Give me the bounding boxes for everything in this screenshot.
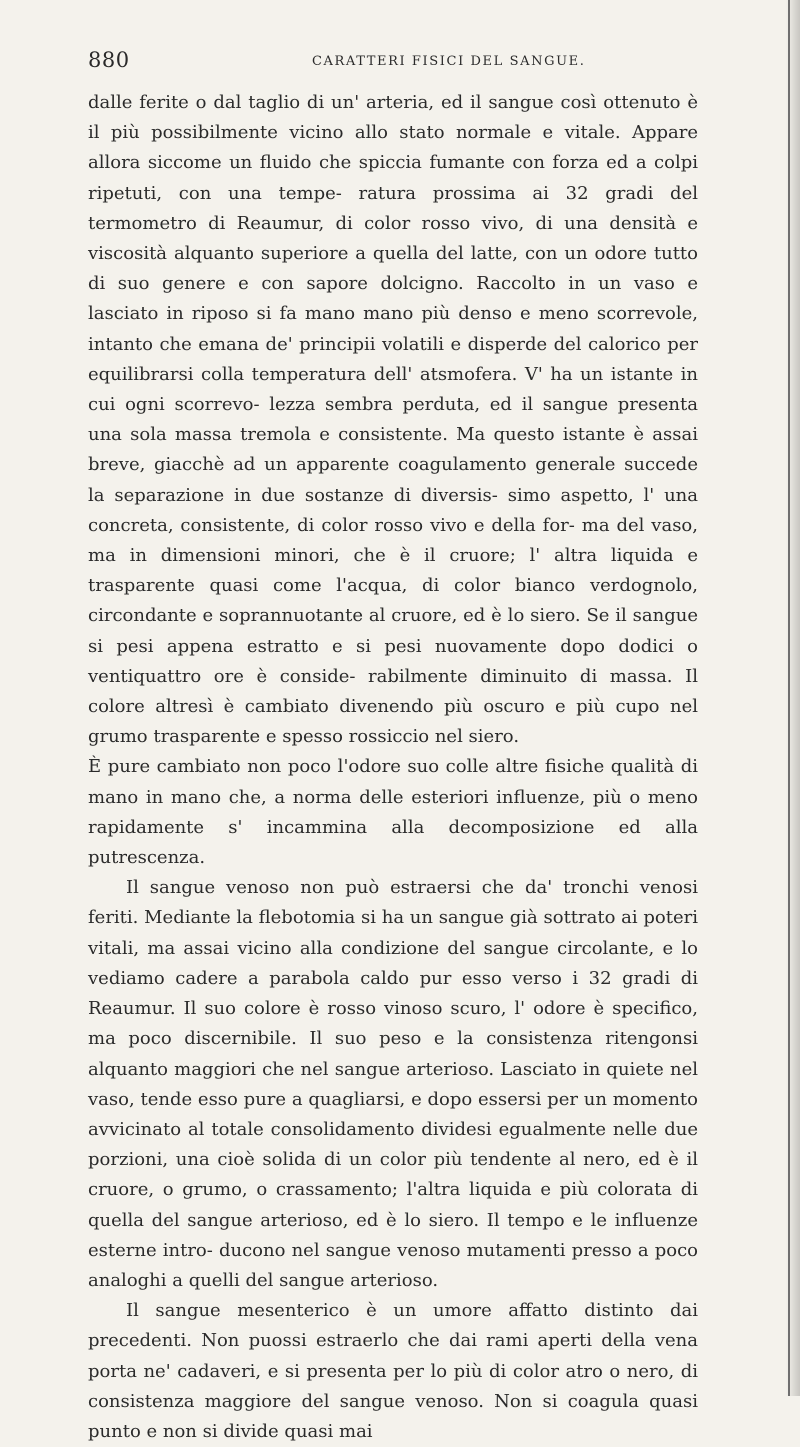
body-text — [88, 88, 698, 1447]
paragraph-2: È pure cambiato non poco l'odore suo colle altre fisiche qualità di mano in mano che, a norma delle esteriori influenze, più o meno rapidamente s' incammina alla decomposizione ed alla putrescenza. — [88, 756, 698, 869]
page-edge-line — [788, 0, 790, 1396]
page-number: 880 — [88, 48, 130, 72]
paragraph-1: dalle ferite o dal taglio di un' arteria, ed il sangue così ottenuto è il più possibilmente vicino allo stato normale e vitale. Appare allora siccome un fluido che spiccia fumante con forza ed a colpi ripetuti, con una tempe- ratura prossima ai 32 gradi del termometro di Reaumur, di color rosso vivo, di una densità e viscosità alquanto superiore a quella del latte, con un odore tutto di suo genere e con sapore dolcigno. Raccolto in un vaso e lasciato in riposo si fa mano mano più denso e meno scorrevole, intanto che emana de' principii volatili e disperde del calorico per equilibrarsi colla temperatura dell' atsmofera. V' ha un istante in cui ogni scorrevo- lezza sembra perduta, ed il sangue presenta una sola massa tremola e consistente. Ma questo istante è assai breve, giacchè ad un apparente coagulamento generale succede la separazione in due sostanze di diversis- simo aspetto, l' una concreta, consistente, di color rosso vivo e della for- ma del vaso, ma in dimensioni minori, che è il cruore; l' altra liquida e trasparente quasi come l'acqua, di color bianco verdognolo, circondante e soprannuotante al cruore, ed è lo siero. Se il sangue si pesi appena estratto e si pesi nuovamente dopo dodici o ventiquattro ore è conside- rabilmente diminuito di massa. Il colore altresì è cambiato divenendo più oscuro e più cupo nel grumo trasparente e spesso rossiccio nel siero. — [88, 92, 698, 748]
paragraph-4: Il sangue mesenterico è un umore affatto distinto dai precedenti. Non puossi estraerlo che dai rami aperti della vena porta ne' cadaveri, e si presenta per lo più di color atro o nero, di consistenza maggiore del sangue venoso. Non si coagula quasi punto e non si divide quasi mai — [88, 1300, 698, 1442]
running-head: CARATTERI FISICI DEL SANGUE. — [312, 54, 586, 69]
paragraph-3: Il sangue venoso non può estraersi che da' tronchi venosi feriti. Mediante la flebotomia si ha un sangue già sottrato ai poteri vitali, ma assai vicino alla condizione del sangue circolante, e lo vediamo cadere a parabola caldo pur esso verso i 32 gradi di Reaumur. Il suo colore è rosso vinoso scuro, l' odore è specifico, ma poco discernibile. Il suo peso e la consistenza ritengonsi alquanto maggiori che nel sangue arterioso. Lasciato in quiete nel vaso, tende esso pure a quagliarsi, e dopo essersi per un momento avvicinato al totale consolidamento dividesi egualmente nelle due porzioni, una cioè solida di un color più tendente al nero, ed è il cruore, o grumo, o crassamento; l'altra liquida e più colorata di quella del sangue arterioso, ed è lo siero. Il tempo e le influenze esterne intro- ducono nel sangue venoso mutamenti presso a poco analoghi a quelli del sangue arterioso. — [88, 877, 698, 1291]
page-header — [88, 48, 698, 80]
